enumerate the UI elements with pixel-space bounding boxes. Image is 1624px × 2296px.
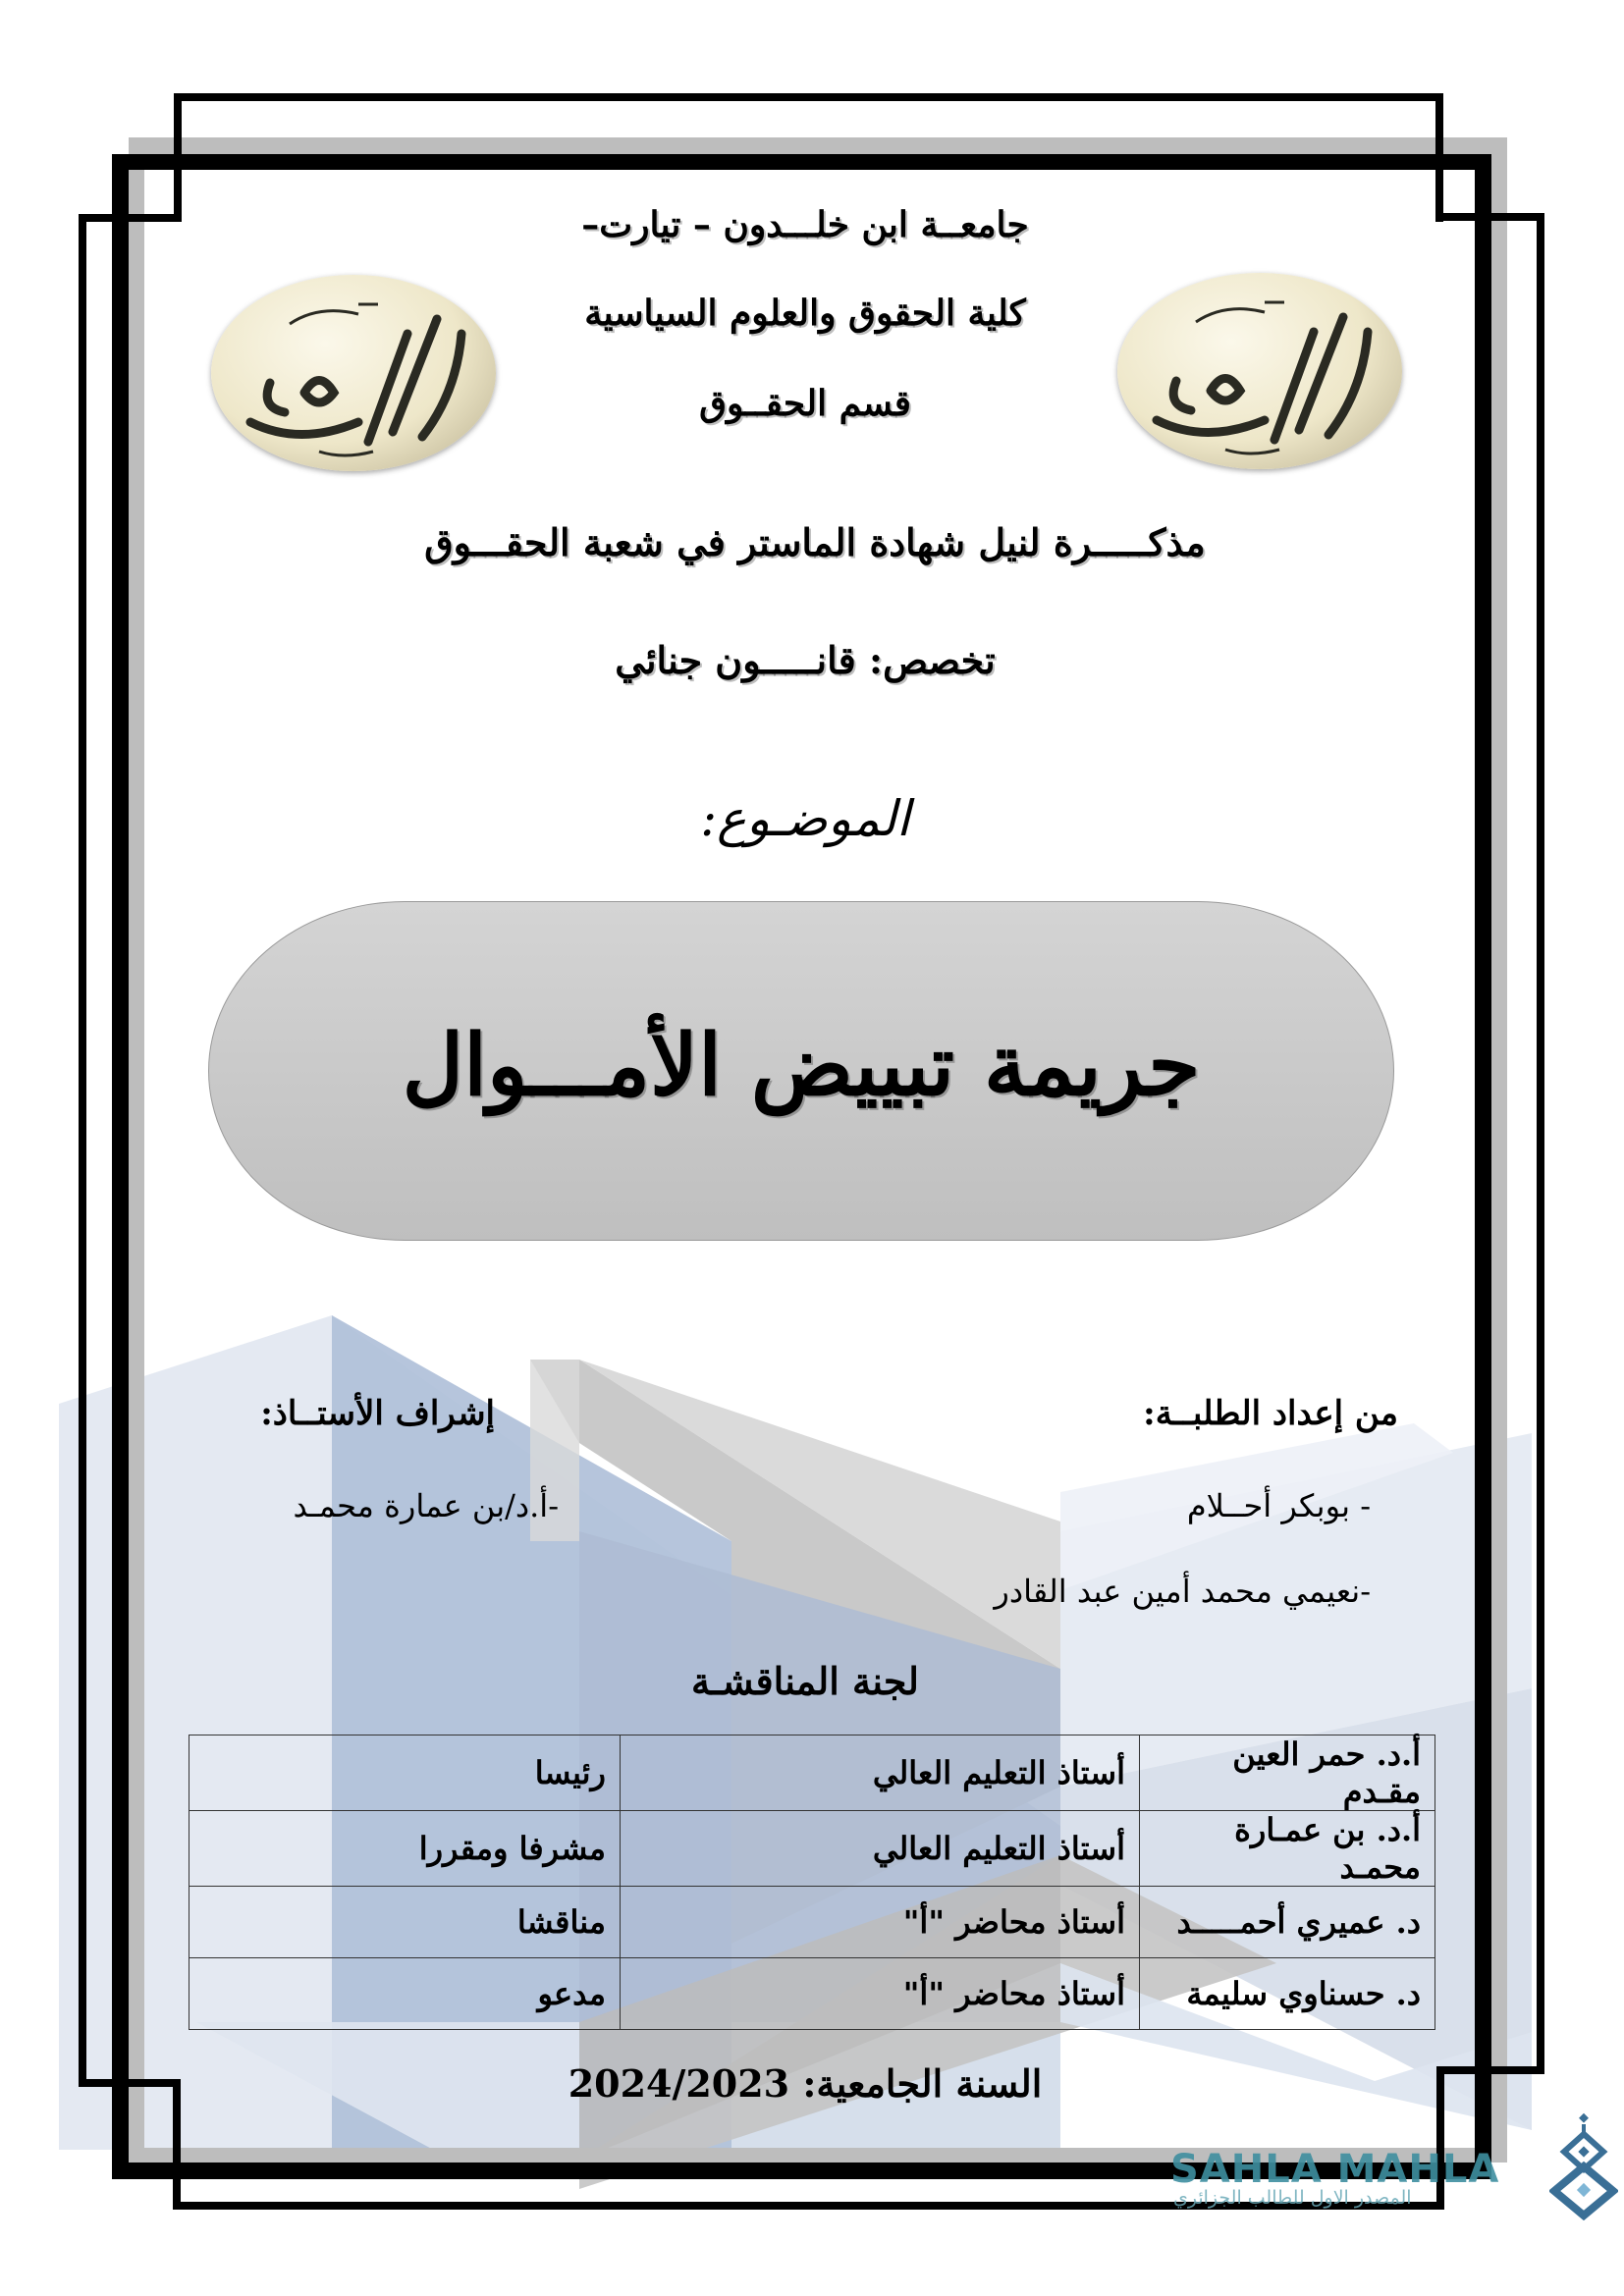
department-name: قسم الحقــوق [699, 383, 911, 424]
student-name-2: -نعيمي محمد أمين عبد القادر [994, 1573, 1371, 1610]
table-row [189, 1811, 1435, 1887]
member-name: د. عميري أحمـــــد [1140, 1887, 1435, 1958]
member-role: مشرفا ومقررا [189, 1811, 621, 1887]
frame-gray-right [1491, 137, 1507, 2163]
member-name: د. حسناوي سليمة [1140, 1958, 1435, 2030]
member-rank: أستاذ التعليم العالي [621, 1735, 1140, 1811]
thin-frame-top-left-foot [79, 214, 182, 222]
university-name: جامعــة ابن خلـــدون – تيارت– [581, 204, 1029, 245]
calligraphy-seal-icon [1117, 273, 1402, 469]
thesis-title: جريمة تبييض الأمـــوال [402, 1016, 1201, 1115]
subject-label: الموضـوع: [700, 790, 910, 847]
calligraphy-seal-icon [211, 275, 496, 471]
university-logo-right [1117, 273, 1402, 469]
thin-frame-top-right-leg [1435, 93, 1443, 222]
member-name: أ.د. حمر العين مقـدم [1140, 1735, 1435, 1811]
frame-gray-top [129, 137, 1507, 154]
table-row [189, 1735, 1435, 1811]
frame-gray-left [129, 154, 144, 2163]
thin-frame-right-foot-bottom [1436, 2066, 1544, 2074]
committee-heading: لجنة المناقشـة [691, 1659, 919, 1703]
member-role: مدعو [189, 1958, 621, 2030]
degree-line: مذكـــــرة لنيل شهادة الماستر في شعبة الحقـــوق [424, 520, 1206, 564]
specialty-line: تخصص: قانـــــون جنائي [615, 638, 996, 682]
member-rank: أستاذ التعليم العالي [621, 1811, 1140, 1887]
student-name-1: - بوبكر أحــلام [1186, 1487, 1371, 1524]
watermark-tagline: المصدر الاول للطالب الجزائري [1173, 2187, 1412, 2209]
watermark-logo-icon [1549, 2112, 1618, 2220]
member-role: مناقشا [189, 1887, 621, 1958]
member-name: أ.د. بن عمـارة محمـد [1140, 1811, 1435, 1887]
committee-table [189, 1735, 1435, 2030]
table-row [189, 1958, 1435, 2030]
university-logo-left [211, 275, 496, 471]
thin-frame-left [79, 214, 86, 2087]
thin-frame-left-foot-bottom [79, 2079, 181, 2087]
faculty-name: كلية الحقوق والعلوم السياسية [584, 293, 1026, 334]
member-rank: أستاذ محاضر "أ" [621, 1958, 1140, 2030]
thin-frame-top-right-foot [1435, 213, 1544, 221]
thin-frame-bottom-left-leg [173, 2079, 181, 2209]
member-rank: أستاذ محاضر "أ" [621, 1887, 1140, 1958]
thin-frame-right [1537, 213, 1544, 2074]
frame-black-top [112, 154, 1491, 170]
member-role: رئيسا [189, 1735, 621, 1811]
thin-frame-top-left-leg [174, 93, 182, 222]
watermark-brand: SAHLA MAHLA [1170, 2147, 1500, 2192]
table-row [189, 1887, 1435, 1958]
frame-black-left [112, 154, 129, 2179]
thin-frame-top [174, 93, 1443, 101]
supervisor-name: -أ.د/بن عمارة محمـد [293, 1487, 559, 1524]
students-heading: من إعداد الطلبــة: [1143, 1394, 1398, 1433]
supervisor-heading: إشراف الأستــاذ: [260, 1394, 495, 1433]
academic-year: السنة الجامعية: 2024/2023 [568, 2061, 1043, 2106]
frame-black-right [1475, 154, 1491, 2179]
